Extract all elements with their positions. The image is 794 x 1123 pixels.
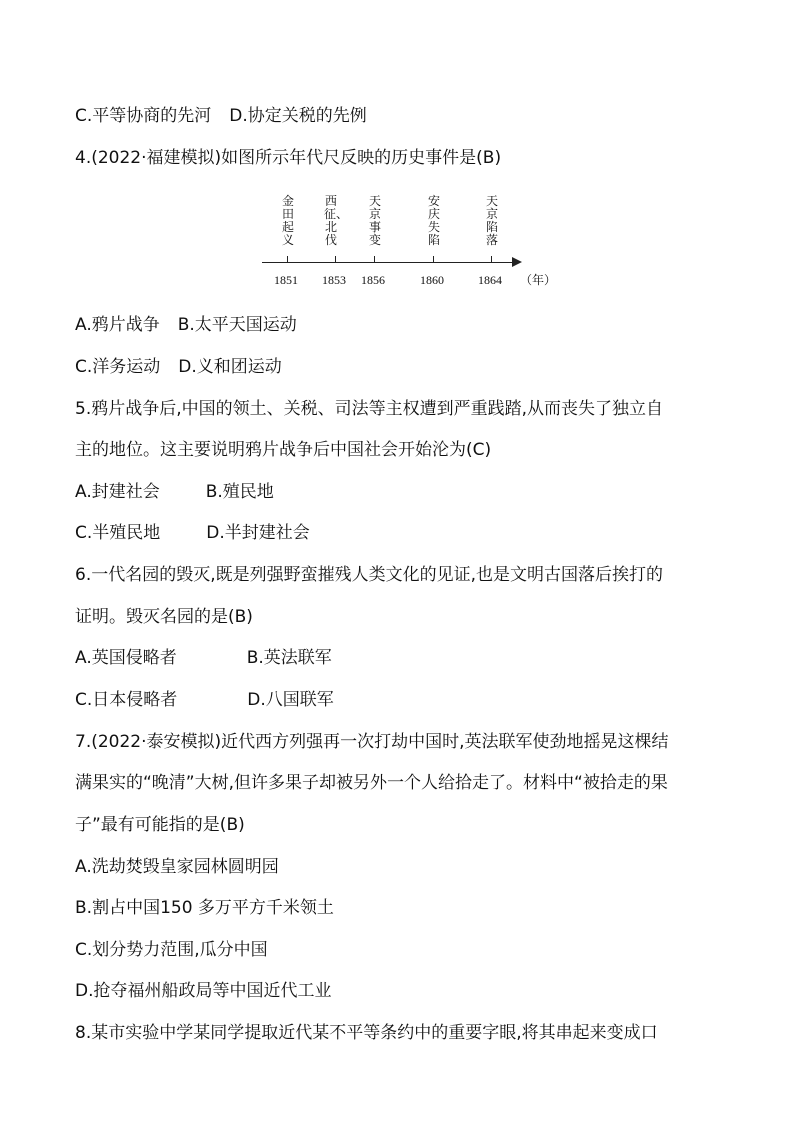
q5-options-cd	[75, 522, 310, 544]
q6-options-cd	[75, 689, 334, 711]
q4-options-cd	[75, 356, 282, 378]
timeline-event-anqing: 安庆失陷	[427, 194, 440, 247]
timeline-event-tianjing-shibian: 天京事变	[368, 194, 381, 247]
q6-option-d: D.八国联军	[247, 690, 334, 710]
timeline-tick-1864	[491, 256, 492, 263]
timeline-event-xizheng: 西征、北伐	[324, 194, 349, 247]
q4-option-a: A.鸦片战争	[75, 315, 160, 335]
q8-stem-line1: 8.某市实验中学某同学提取近代某不平等条约中的重要字眼,将其串起来变成口	[75, 1023, 658, 1043]
timeline-tick-1853	[335, 256, 336, 263]
q5-stem-line2: 主的地位。这主要说明鸦片战争后中国社会开始沦为(C)	[75, 440, 492, 460]
q4-options-ab	[75, 314, 297, 336]
timeline-axis	[262, 262, 514, 263]
q4-stem: 4.(2022·福建模拟)如图所示年代尺反映的历史事件是(B)	[75, 148, 502, 168]
q7-stem-line2: 满果实的“晚清”大树,但许多果子却被另外一个人给拾走了。材料中“被拾走的果	[75, 773, 668, 793]
q7-option-a: A.洗劫焚毁皇家园林圆明园	[75, 857, 279, 877]
timeline-event-jintian: 金田起义	[281, 194, 294, 247]
q6-options-ab	[75, 647, 332, 669]
timeline-tick-1856	[374, 256, 375, 263]
timeline-year-1864: 1864	[478, 273, 502, 287]
q4-option-b: B.太平天国运动	[177, 315, 297, 335]
q3-option-d: D.协定关税的先例	[229, 106, 367, 126]
q6-option-a: A.英国侵略者	[75, 648, 177, 668]
q4-option-c: C.洋务运动	[75, 357, 161, 377]
timeline-year-1851: 1851	[274, 273, 298, 287]
timeline-event-tianjing-xianluo: 天京陷落	[485, 194, 498, 247]
q5-option-a: A.封建社会	[75, 482, 160, 502]
timeline-year-1856: 1856	[361, 273, 385, 287]
q6-option-c: C.日本侵略者	[75, 690, 178, 710]
timeline-year-1853: 1853	[322, 273, 346, 287]
q6-stem-line1: 6.一代名园的毁灭,既是列强野蛮摧残人类文化的见证,也是文明古国落后挨打的	[75, 565, 664, 585]
q7-option-b: B.割占中国150 多万平方千米领土	[75, 898, 334, 918]
timeline-tick-1851	[287, 256, 288, 263]
q5-options-ab	[75, 481, 274, 503]
timeline-tick-1860	[433, 256, 434, 263]
q4-timeline-figure	[262, 195, 562, 295]
q7-option-d: D.抢夺福州船政局等中国近代工业	[75, 981, 332, 1001]
q4-option-d: D.义和团运动	[178, 357, 282, 377]
q5-option-b: B.殖民地	[205, 482, 274, 502]
q5-stem-line1: 5.鸦片战争后,中国的领土、关税、司法等主权遭到严重践踏,从而丧失了独立自	[75, 399, 664, 419]
timeline-year-1860: 1860	[420, 273, 444, 287]
timeline-unit: （年）	[520, 273, 557, 287]
q3-options-cd	[75, 105, 367, 127]
q7-stem-line3: 子”最有可能指的是(B)	[75, 815, 245, 835]
q5-option-c: C.半殖民地	[75, 523, 161, 543]
q5-option-d: D.半封建社会	[206, 523, 310, 543]
q7-stem-line1: 7.(2022·泰安模拟)近代西方列强再一次打劫中国时,英法联军使劲地摇晃这棵结	[75, 732, 669, 752]
timeline-arrow-icon	[512, 257, 522, 267]
q6-stem-line2: 证明。毁灭名园的是(B)	[75, 607, 253, 627]
q7-option-c: C.划分势力范围,瓜分中国	[75, 940, 268, 960]
q6-option-b: B.英法联军	[246, 648, 332, 668]
q3-option-c: C.平等协商的先河	[75, 106, 212, 126]
